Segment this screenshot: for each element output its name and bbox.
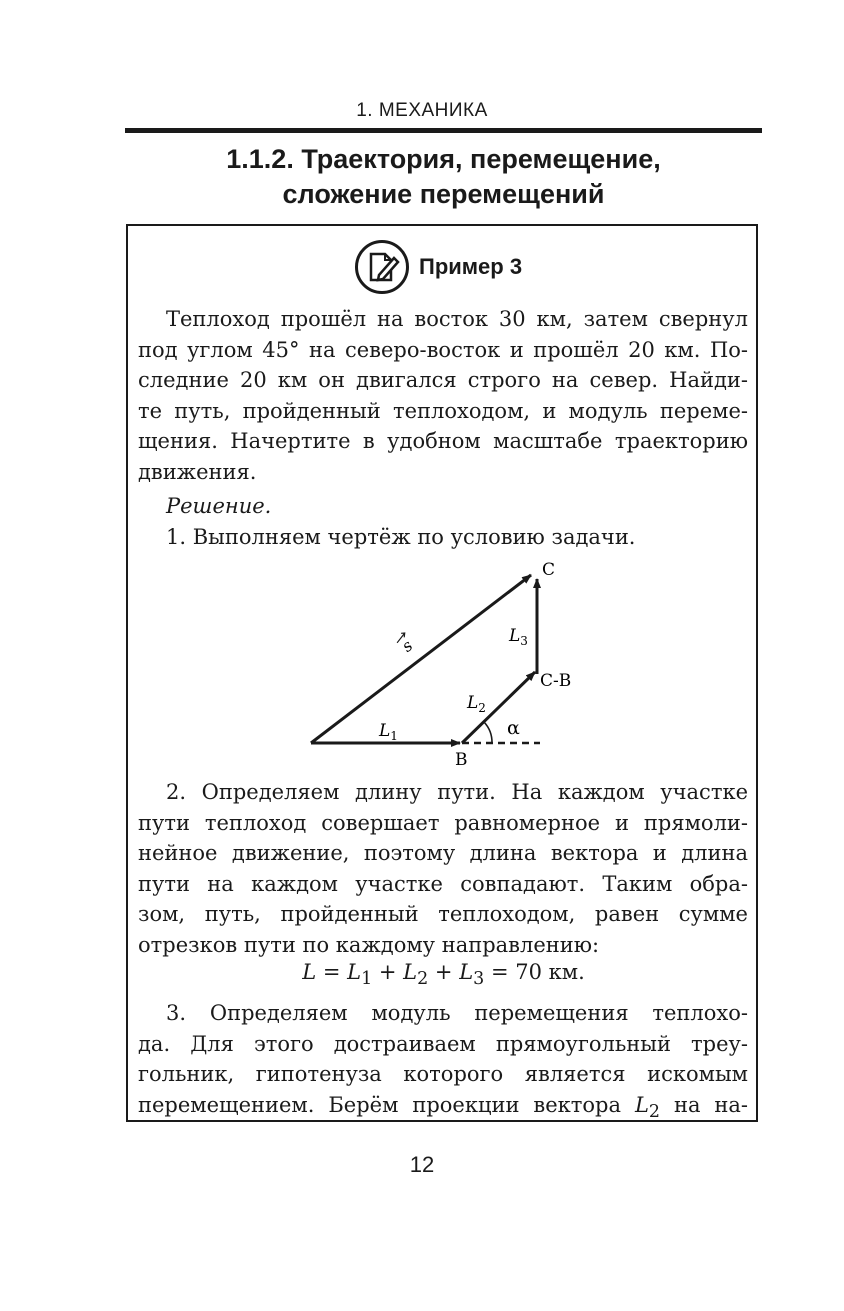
label-alpha: α [507, 717, 520, 739]
section-title-line-2: сложение перемещений [282, 179, 605, 209]
label-b: B [455, 750, 468, 770]
label-c: C [542, 560, 556, 580]
angle-arc [484, 722, 492, 743]
label-l1: $L_1$ [379, 721, 398, 743]
step-2-line: отрезков пути по каждому направлению: [138, 932, 600, 957]
step-3-text [138, 998, 748, 1127]
header-rule [125, 128, 762, 133]
solution-heading: Решение. [166, 494, 272, 518]
vector-s [311, 575, 531, 743]
problem-line: движения. [138, 459, 257, 484]
solution-block [138, 491, 748, 552]
step-2-line: зом, путь, пройденный теплоходом, равен сумме [138, 902, 748, 926]
step-2-text [138, 777, 748, 960]
step-3-line: перемещением. Берём проекции вектора $L_2$ на на- [138, 1092, 749, 1122]
problem-line: под углом 45° на северо-восток и прошёл 20 км. По- [138, 337, 748, 362]
problem-line: Теплоход прошёл на восток 30 км, затем свернул [166, 307, 748, 331]
example-label: Пример 3 [419, 254, 523, 279]
step-2-line: нейное движение, поэтому длина вектора и длина [138, 841, 748, 865]
page-number: 12 [409, 1152, 435, 1177]
problem-line: следние 20 км он двигался строго на север. Найди- [138, 368, 748, 392]
problem-text [138, 304, 748, 487]
step-2-line: 2. Определяем длину пути. На каждом участке [166, 780, 748, 804]
step-3-line: да. Для этого достраиваем прямоугольный треу- [138, 1031, 748, 1056]
label-c-b: C-B [540, 671, 572, 691]
problem-line: щения. Начертите в удобном масштабе траекторию [138, 429, 748, 453]
step-2-line: пути на каждом участке совпадают. Таким обра- [138, 871, 748, 896]
problem-line: те путь, пройденный теплоходом, и модуль переме- [138, 398, 748, 423]
label-s: s [398, 635, 417, 656]
step-3-line: 3. Определяем модуль перемещения теплохо- [166, 1001, 748, 1025]
path-formula: $L = L_1 + L_2 + L_3 = 70$ км. [302, 960, 585, 990]
pencil-note-icon [355, 240, 409, 294]
step-3-line: гольник, гипотенуза которого является искомым [138, 1062, 748, 1086]
trajectory-diagram [0, 555, 844, 775]
label-l2: $L_2$ [467, 693, 486, 715]
section-title [125, 142, 762, 212]
label-l3: $L_3$ [509, 626, 528, 648]
step-2-line: пути теплоход совершает равномерное и прямоли- [138, 810, 748, 835]
solution-step-1: 1. Выполняем чертёж по условию задачи. [166, 524, 636, 549]
running-head: 1. МЕХАНИКА [356, 100, 488, 121]
section-title-line-1: 1.1.2. Траектория, перемещение, [226, 144, 661, 174]
